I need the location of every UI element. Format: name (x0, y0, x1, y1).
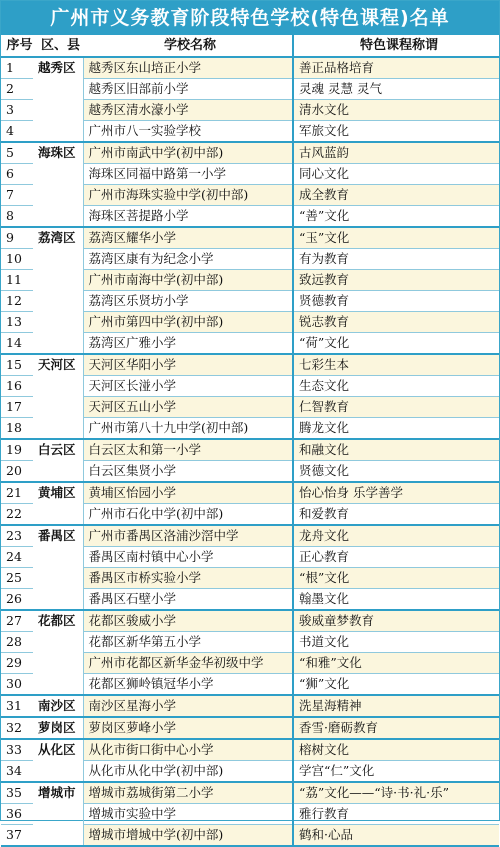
row-number: 23 (1, 525, 33, 547)
course-name: “和雅”文化 (293, 653, 499, 674)
course-name: “荷”文化 (293, 333, 499, 355)
row-number: 29 (1, 653, 33, 674)
school-name: 增城市增城中学(初中部) (83, 825, 293, 847)
course-name: 和爱教育 (293, 504, 499, 526)
row-number: 15 (1, 354, 33, 376)
school-name: 荔湾区广雅小学 (83, 333, 293, 355)
table-row (1, 717, 499, 739)
row-number: 5 (1, 142, 33, 164)
district-cell: 从化区 (33, 739, 83, 782)
header-school: 学校名称 (83, 35, 293, 57)
school-name: 花都区骏威小学 (83, 610, 293, 632)
school-name: 广州市八一实验学校 (83, 121, 293, 143)
course-name: 榕树文化 (293, 739, 499, 761)
document-title: 广州市义务教育阶段特色学校(特色课程)名单 (1, 1, 499, 35)
table-body (1, 57, 499, 846)
course-name: 洗星海精神 (293, 695, 499, 717)
row-number: 16 (1, 376, 33, 397)
course-name: 腾龙文化 (293, 418, 499, 440)
table-row (1, 354, 499, 376)
course-name: 锐志教育 (293, 312, 499, 333)
table-row (1, 525, 499, 547)
school-name: 天河区五山小学 (83, 397, 293, 418)
district-cell: 天河区 (33, 354, 83, 439)
header-no: 序号 (1, 35, 33, 57)
district-cell: 萝岗区 (33, 717, 83, 739)
table-row (1, 482, 499, 504)
school-name: 广州市第四中学(初中部) (83, 312, 293, 333)
course-name: 同心文化 (293, 164, 499, 185)
row-number: 31 (1, 695, 33, 717)
school-table (1, 35, 499, 847)
school-name: 黄埔区怡园小学 (83, 482, 293, 504)
course-name: 有为教育 (293, 249, 499, 270)
row-number: 37 (1, 825, 33, 847)
course-name: 翰墨文化 (293, 589, 499, 611)
course-name: 古风蓝韵 (293, 142, 499, 164)
table-row (1, 695, 499, 717)
course-name: “狮”文化 (293, 674, 499, 696)
school-name: 海珠区菩提路小学 (83, 206, 293, 228)
row-number: 36 (1, 804, 33, 825)
course-name: 仁智教育 (293, 397, 499, 418)
row-number: 14 (1, 333, 33, 355)
row-number: 7 (1, 185, 33, 206)
school-name: 荔湾区乐贤坊小学 (83, 291, 293, 312)
course-name: 香雪·磨砺教育 (293, 717, 499, 739)
school-name: 番禺区南村镇中心小学 (83, 547, 293, 568)
course-name: 正心教育 (293, 547, 499, 568)
school-name: 越秀区东山培正小学 (83, 57, 293, 79)
table-row (1, 142, 499, 164)
school-name: 广州市海珠实验中学(初中部) (83, 185, 293, 206)
header-course: 特色课程称谓 (293, 35, 499, 57)
course-name: 善正品格培育 (293, 57, 499, 79)
school-name: 番禺区市桥实验小学 (83, 568, 293, 589)
course-name: 怡心怡身 乐学善学 (293, 482, 499, 504)
school-name: 广州市花都区新华金华初级中学 (83, 653, 293, 674)
course-name: 雅行教育 (293, 804, 499, 825)
row-number: 25 (1, 568, 33, 589)
row-number: 3 (1, 100, 33, 121)
row-number: 30 (1, 674, 33, 696)
school-name: 番禺区石壁小学 (83, 589, 293, 611)
row-number: 4 (1, 121, 33, 143)
district-cell: 番禺区 (33, 525, 83, 610)
school-name: 增城市荔城街第二小学 (83, 782, 293, 804)
course-name: “根”文化 (293, 568, 499, 589)
table-row (1, 439, 499, 461)
course-name: 龙舟文化 (293, 525, 499, 547)
school-name: 天河区华阳小学 (83, 354, 293, 376)
row-number: 27 (1, 610, 33, 632)
course-name: 和融文化 (293, 439, 499, 461)
row-number: 32 (1, 717, 33, 739)
row-number: 22 (1, 504, 33, 526)
course-name: 军旅文化 (293, 121, 499, 143)
school-name: 广州市石化中学(初中部) (83, 504, 293, 526)
school-name: 花都区新华第五小学 (83, 632, 293, 653)
row-number: 10 (1, 249, 33, 270)
row-number: 35 (1, 782, 33, 804)
district-cell: 花都区 (33, 610, 83, 695)
course-name: 贤德教育 (293, 291, 499, 312)
school-name: 从化市街口街中心小学 (83, 739, 293, 761)
school-name: 广州市番禺区洛浦沙滘中学 (83, 525, 293, 547)
course-name: 书道文化 (293, 632, 499, 653)
district-cell: 海珠区 (33, 142, 83, 227)
row-number: 26 (1, 589, 33, 611)
row-number: 17 (1, 397, 33, 418)
school-name: 花都区狮岭镇冠华小学 (83, 674, 293, 696)
school-name: 海珠区同福中路第一小学 (83, 164, 293, 185)
district-cell: 白云区 (33, 439, 83, 482)
school-name: 白云区集贤小学 (83, 461, 293, 483)
school-name: 萝岗区萝峰小学 (83, 717, 293, 739)
district-cell: 越秀区 (33, 57, 83, 142)
row-number: 13 (1, 312, 33, 333)
header-district: 区、县 (33, 35, 83, 57)
table-row (1, 739, 499, 761)
school-name: 从化市从化中学(初中部) (83, 761, 293, 783)
row-number: 2 (1, 79, 33, 100)
course-name: “善”文化 (293, 206, 499, 228)
row-number: 20 (1, 461, 33, 483)
school-name: 越秀区清水濠小学 (83, 100, 293, 121)
course-name: 学宫“仁”文化 (293, 761, 499, 783)
row-number: 1 (1, 57, 33, 79)
course-name: “玉”文化 (293, 227, 499, 249)
course-name: 贤德文化 (293, 461, 499, 483)
course-name: 清水文化 (293, 100, 499, 121)
school-name: 广州市南海中学(初中部) (83, 270, 293, 291)
school-name: 白云区太和第一小学 (83, 439, 293, 461)
school-name: 南沙区星海小学 (83, 695, 293, 717)
school-name: 增城市实验中学 (83, 804, 293, 825)
school-name: 天河区长湴小学 (83, 376, 293, 397)
table-row (1, 57, 499, 79)
school-name: 广州市第八十九中学(初中部) (83, 418, 293, 440)
table-row (1, 782, 499, 804)
district-cell: 增城市 (33, 782, 83, 846)
row-number: 8 (1, 206, 33, 228)
school-name: 广州市南武中学(初中部) (83, 142, 293, 164)
course-name: 生态文化 (293, 376, 499, 397)
row-number: 19 (1, 439, 33, 461)
course-name: 成全教育 (293, 185, 499, 206)
school-name: 越秀区旧部前小学 (83, 79, 293, 100)
row-number: 6 (1, 164, 33, 185)
row-number: 28 (1, 632, 33, 653)
district-cell: 南沙区 (33, 695, 83, 717)
row-number: 12 (1, 291, 33, 312)
district-cell: 荔湾区 (33, 227, 83, 354)
row-number: 33 (1, 739, 33, 761)
school-name: 荔湾区康有为纪念小学 (83, 249, 293, 270)
table-header-row (1, 35, 499, 57)
row-number: 34 (1, 761, 33, 783)
table-row (1, 610, 499, 632)
row-number: 24 (1, 547, 33, 568)
course-name: “荔”文化——“诗·书·礼·乐” (293, 782, 499, 804)
course-name: 鹤和·心品 (293, 825, 499, 847)
table-row (1, 227, 499, 249)
course-name: 七彩生本 (293, 354, 499, 376)
row-number: 9 (1, 227, 33, 249)
course-name: 骏威童梦教育 (293, 610, 499, 632)
row-number: 18 (1, 418, 33, 440)
row-number: 21 (1, 482, 33, 504)
row-number: 11 (1, 270, 33, 291)
school-name: 荔湾区耀华小学 (83, 227, 293, 249)
course-name: 灵魂 灵慧 灵气 (293, 79, 499, 100)
course-name: 致远教育 (293, 270, 499, 291)
district-cell: 黄埔区 (33, 482, 83, 525)
